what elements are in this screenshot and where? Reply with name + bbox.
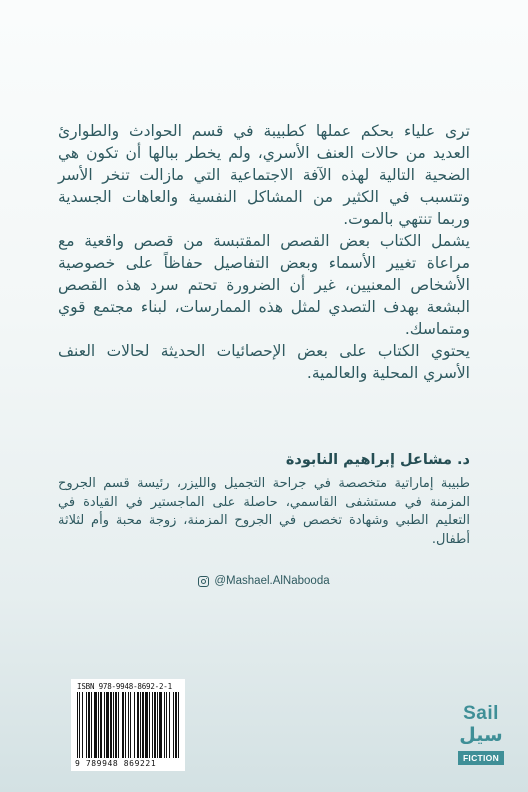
barcode-bar [91, 692, 92, 758]
social-handle-row [0, 575, 528, 590]
barcode-bar [164, 692, 165, 758]
isbn-digits: 9 789948 869221 [75, 759, 157, 768]
barcode-bar [178, 692, 179, 758]
barcode-bar [140, 692, 141, 758]
barcode-bar [152, 692, 153, 758]
barcode-bar [128, 692, 129, 758]
blurb-paragraph-1: ترى علياء بحكم عملها كطبيبة في قسم الحوادث والطوارئ العديد من حالات العنف الأسري، ولم يخطر ببالها أن تكون هي الضحية التالية لهذه الآفة الاجتماعية التي مازالت تنخر الأسر وتتسبب في الكثير من المشاكل النفسية والعاهات الجسدية وربما تنتهي بالموت. [58, 122, 470, 228]
barcode-bar [125, 692, 126, 758]
author-bio-text: طبيبة إماراتية متخصصة في جراحة التجميل والليزر، رئيسة قسم الجروح المزمنة في مستشفى القاسمي، حاصلة على الماجستير في القيادة في التعليم الطبي وشهادة تخصص في الجروح المزمنة، زوجة محبة وأم لثلاثة أطفال. [58, 476, 470, 547]
blurb-paragraph-2: يشمل الكتاب بعض القصص المقتبسة من قصص واقعية مع مراعاة تغيير الأسماء وبعض التفاصيل حفاظاً على خصوصية الأشخاص المعنيين، غير أن الضرورة تحتم سرد هذه القصص البشعة بهدف التصدي لمثل هذه الممارسات، لبناء مجتمع قوي ومتماسك. [58, 232, 470, 338]
barcode-bar [149, 692, 150, 758]
author-name: د. مشاعل إبراهيم النابودة [285, 452, 470, 468]
barcode-bar [82, 692, 83, 758]
blurb-paragraph-3: يحتوي الكتاب على بعض الإحصائيات الحديثة لحالات العنف الأسري المحلية والعالمية. [58, 342, 470, 382]
barcode-bar [110, 692, 112, 758]
barcode-bar [122, 692, 124, 758]
barcode-bar [157, 692, 158, 758]
barcode-bar [175, 692, 177, 758]
barcode-bar [173, 692, 174, 758]
back-cover-blurb [58, 120, 470, 384]
barcode-bar [106, 692, 109, 758]
publisher-name-en: Sail [463, 703, 499, 724]
publisher-name-ar: سيل [459, 724, 503, 746]
barcode-bar [166, 692, 167, 758]
instagram-icon [198, 576, 209, 587]
publisher-logo [446, 704, 516, 765]
instagram-handle[interactable]: @Mashael.AlNabooda [214, 575, 330, 587]
barcode-bar [115, 692, 117, 758]
barcode-bar [118, 692, 119, 758]
barcode-bar [86, 692, 87, 758]
genre-tag: FICTION [458, 751, 504, 765]
barcode-bar [145, 692, 148, 758]
barcode-bar [137, 692, 139, 758]
barcode-bar [169, 692, 170, 758]
barcode-bar [154, 692, 156, 758]
barcode-bar [159, 692, 162, 758]
barcode-bar [100, 692, 102, 758]
isbn-barcode [71, 679, 185, 771]
author-bio [58, 475, 470, 549]
barcode-bars [75, 692, 181, 758]
barcode-bar [113, 692, 114, 758]
barcode-bar [77, 692, 78, 758]
barcode-bar [88, 692, 90, 758]
barcode-bar [79, 692, 80, 758]
barcode-bar [130, 692, 131, 758]
barcode-bar [104, 692, 105, 758]
isbn-label: ISBN 978-9948-8692-2-1 [77, 682, 172, 691]
barcode-bar [98, 692, 99, 758]
barcode-bar [142, 692, 144, 758]
barcode-bar [94, 692, 97, 758]
barcode-bar [134, 692, 135, 758]
